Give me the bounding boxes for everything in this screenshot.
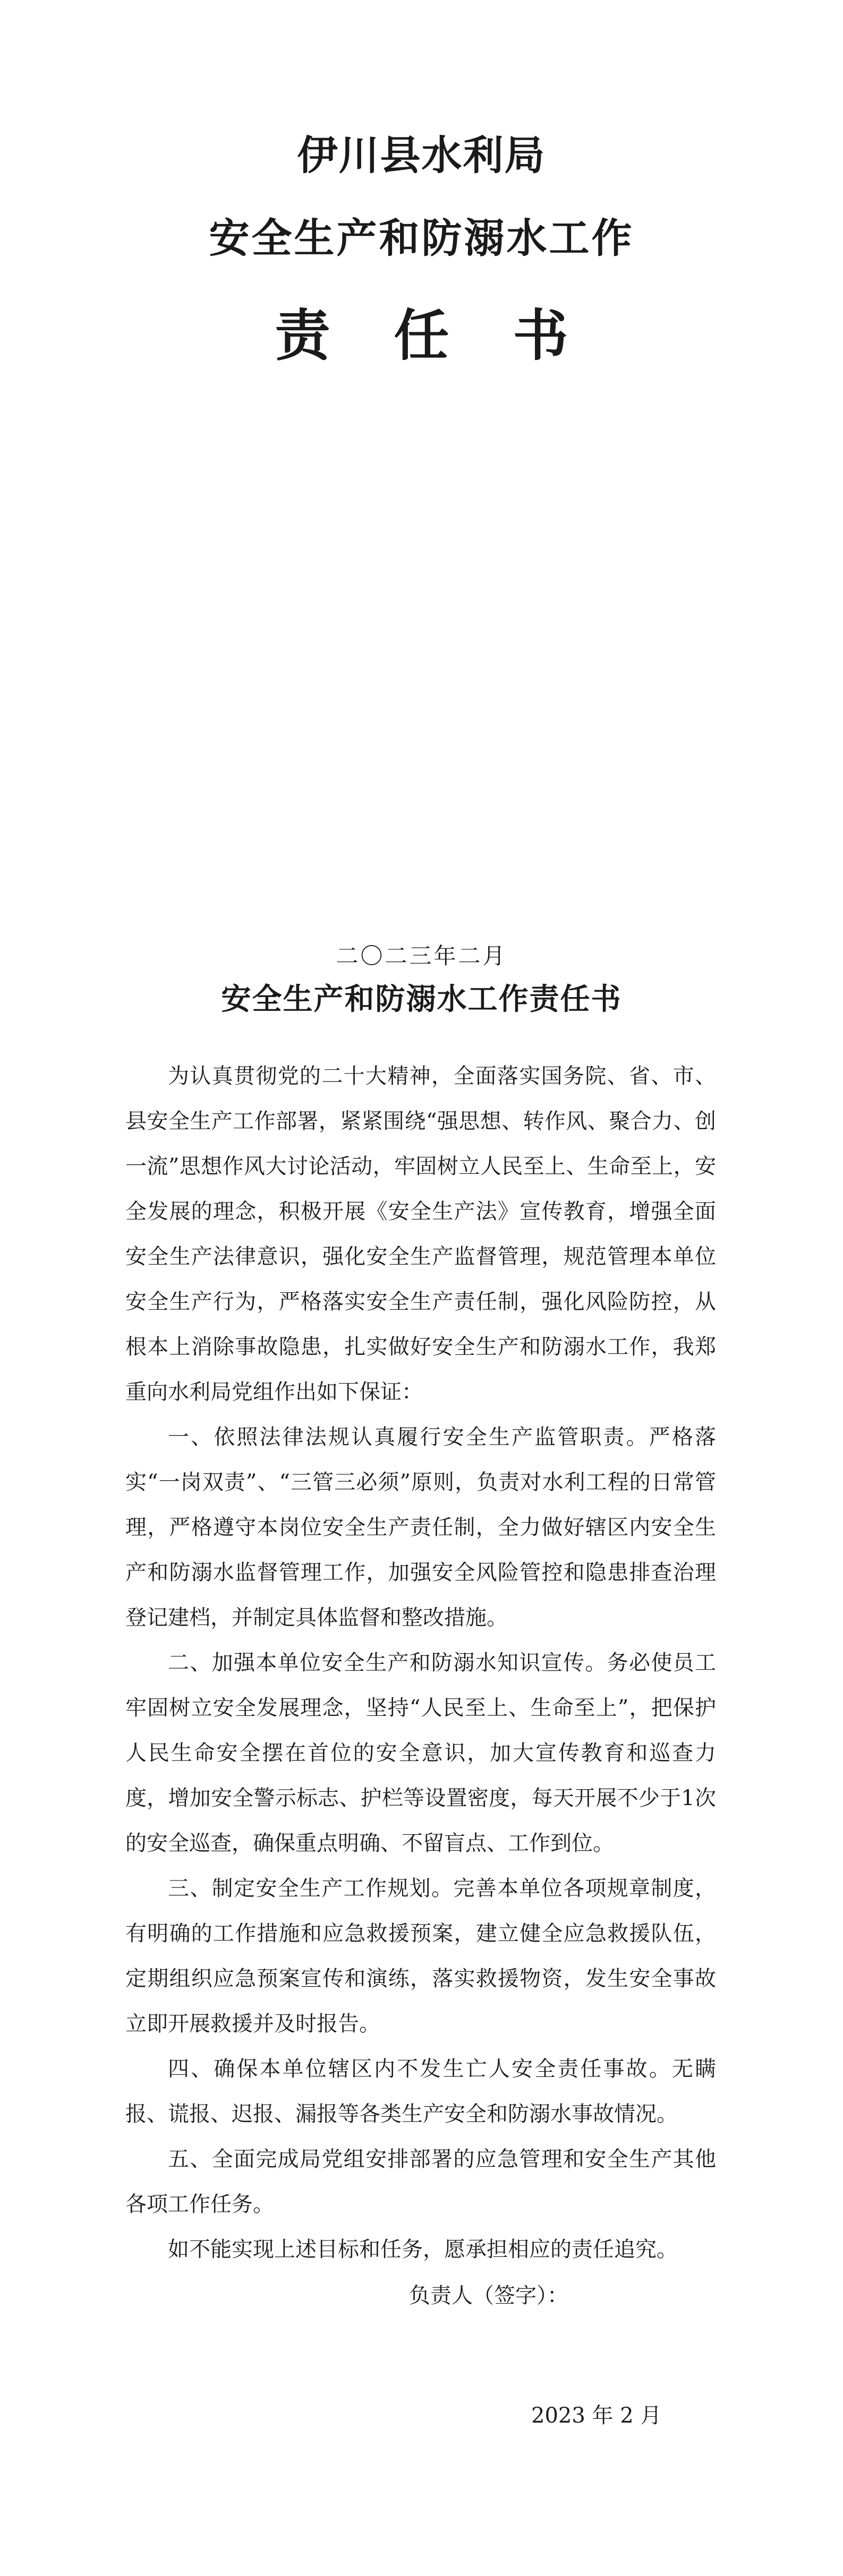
paragraph-item-4: 四、确保本单位辖区内不发生亡人安全责任事故。无瞒报、谎报、迟报、漏报等各类生产安全和防溺水事故情况。 (125, 2057, 716, 2126)
end-date: 2023 年 2 月 (531, 2403, 662, 2428)
paragraph-closing: 如不能实现上述目标和任务，愿承担相应的责任追究。 (168, 2237, 678, 2262)
paragraph-item-1: 一、依照法律法规认真履行安全生产监管职责。严格落实“一岗双责”、“三管三必须”原则，负责对水利工程的日常管理，严格遵守本岗位安全生产责任制，全力做好辖区内安全生产和防溺水监督管理工作，加强安全风险管控和隐患排查治理登记建档，并制定具体监督和整改措施。 (125, 1425, 716, 1630)
paragraph-item-2: 二、加强本单位安全生产和防溺水知识宣传。务必使员工牢固树立安全发展理念，坚持“人民至上、生命至上”，把保护人民生命安全摆在首位的安全意识，加大宣传教育和巡查力度，增加安全警示标志、护栏等设置密度，每天开展不少于1次的安全巡查，确保重点明确、不留盲点、工作到位。 (125, 1651, 716, 1856)
document-body (125, 1054, 716, 2272)
paragraph-intro: 为认真贯彻党的二十大精神，全面落实国务院、省、市、县安全生产工作部署，紧紧围绕“强思想、转作风、聚合力、创一流”思想作风大讨论活动，牢固树立人民至上、生命至上，安全发展的理念，积极开展《安全生产法》宣传教育，增强全面安全生产法律意识，强化安全生产监督管理，规范管理本单位安全生产行为，严格落实安全生产责任制，强化风险防控，从根本上消除事故隐患，扎实做好安全生产和防溺水工作，我郑重向水利局党组作出如下保证： (125, 1064, 716, 1404)
paragraph-item-3: 三、制定安全生产工作规划。完善本单位各项规章制度，有明确的工作措施和应急救援预案，建立健全应急救援队伍，定期组织应急预案宣传和演练，落实救援物资，发生安全事故立即开展救援并及时报告。 (125, 1876, 716, 2036)
document-title: 安全生产和防溺水工作责任书 (221, 982, 622, 1017)
signature-label: 负责人（签字）： (409, 2283, 568, 2308)
cover-date: 二〇二三年二月 (336, 943, 507, 969)
cover-doc-type: 责任书 (275, 303, 632, 368)
cover-org-title: 伊川县水利局 (297, 132, 546, 179)
paragraph-item-5: 五、全面完成局党组安排部署的应急管理和安全生产其他各项工作任务。 (125, 2147, 716, 2217)
cover-subject-title: 安全生产和防溺水工作 (209, 214, 634, 262)
